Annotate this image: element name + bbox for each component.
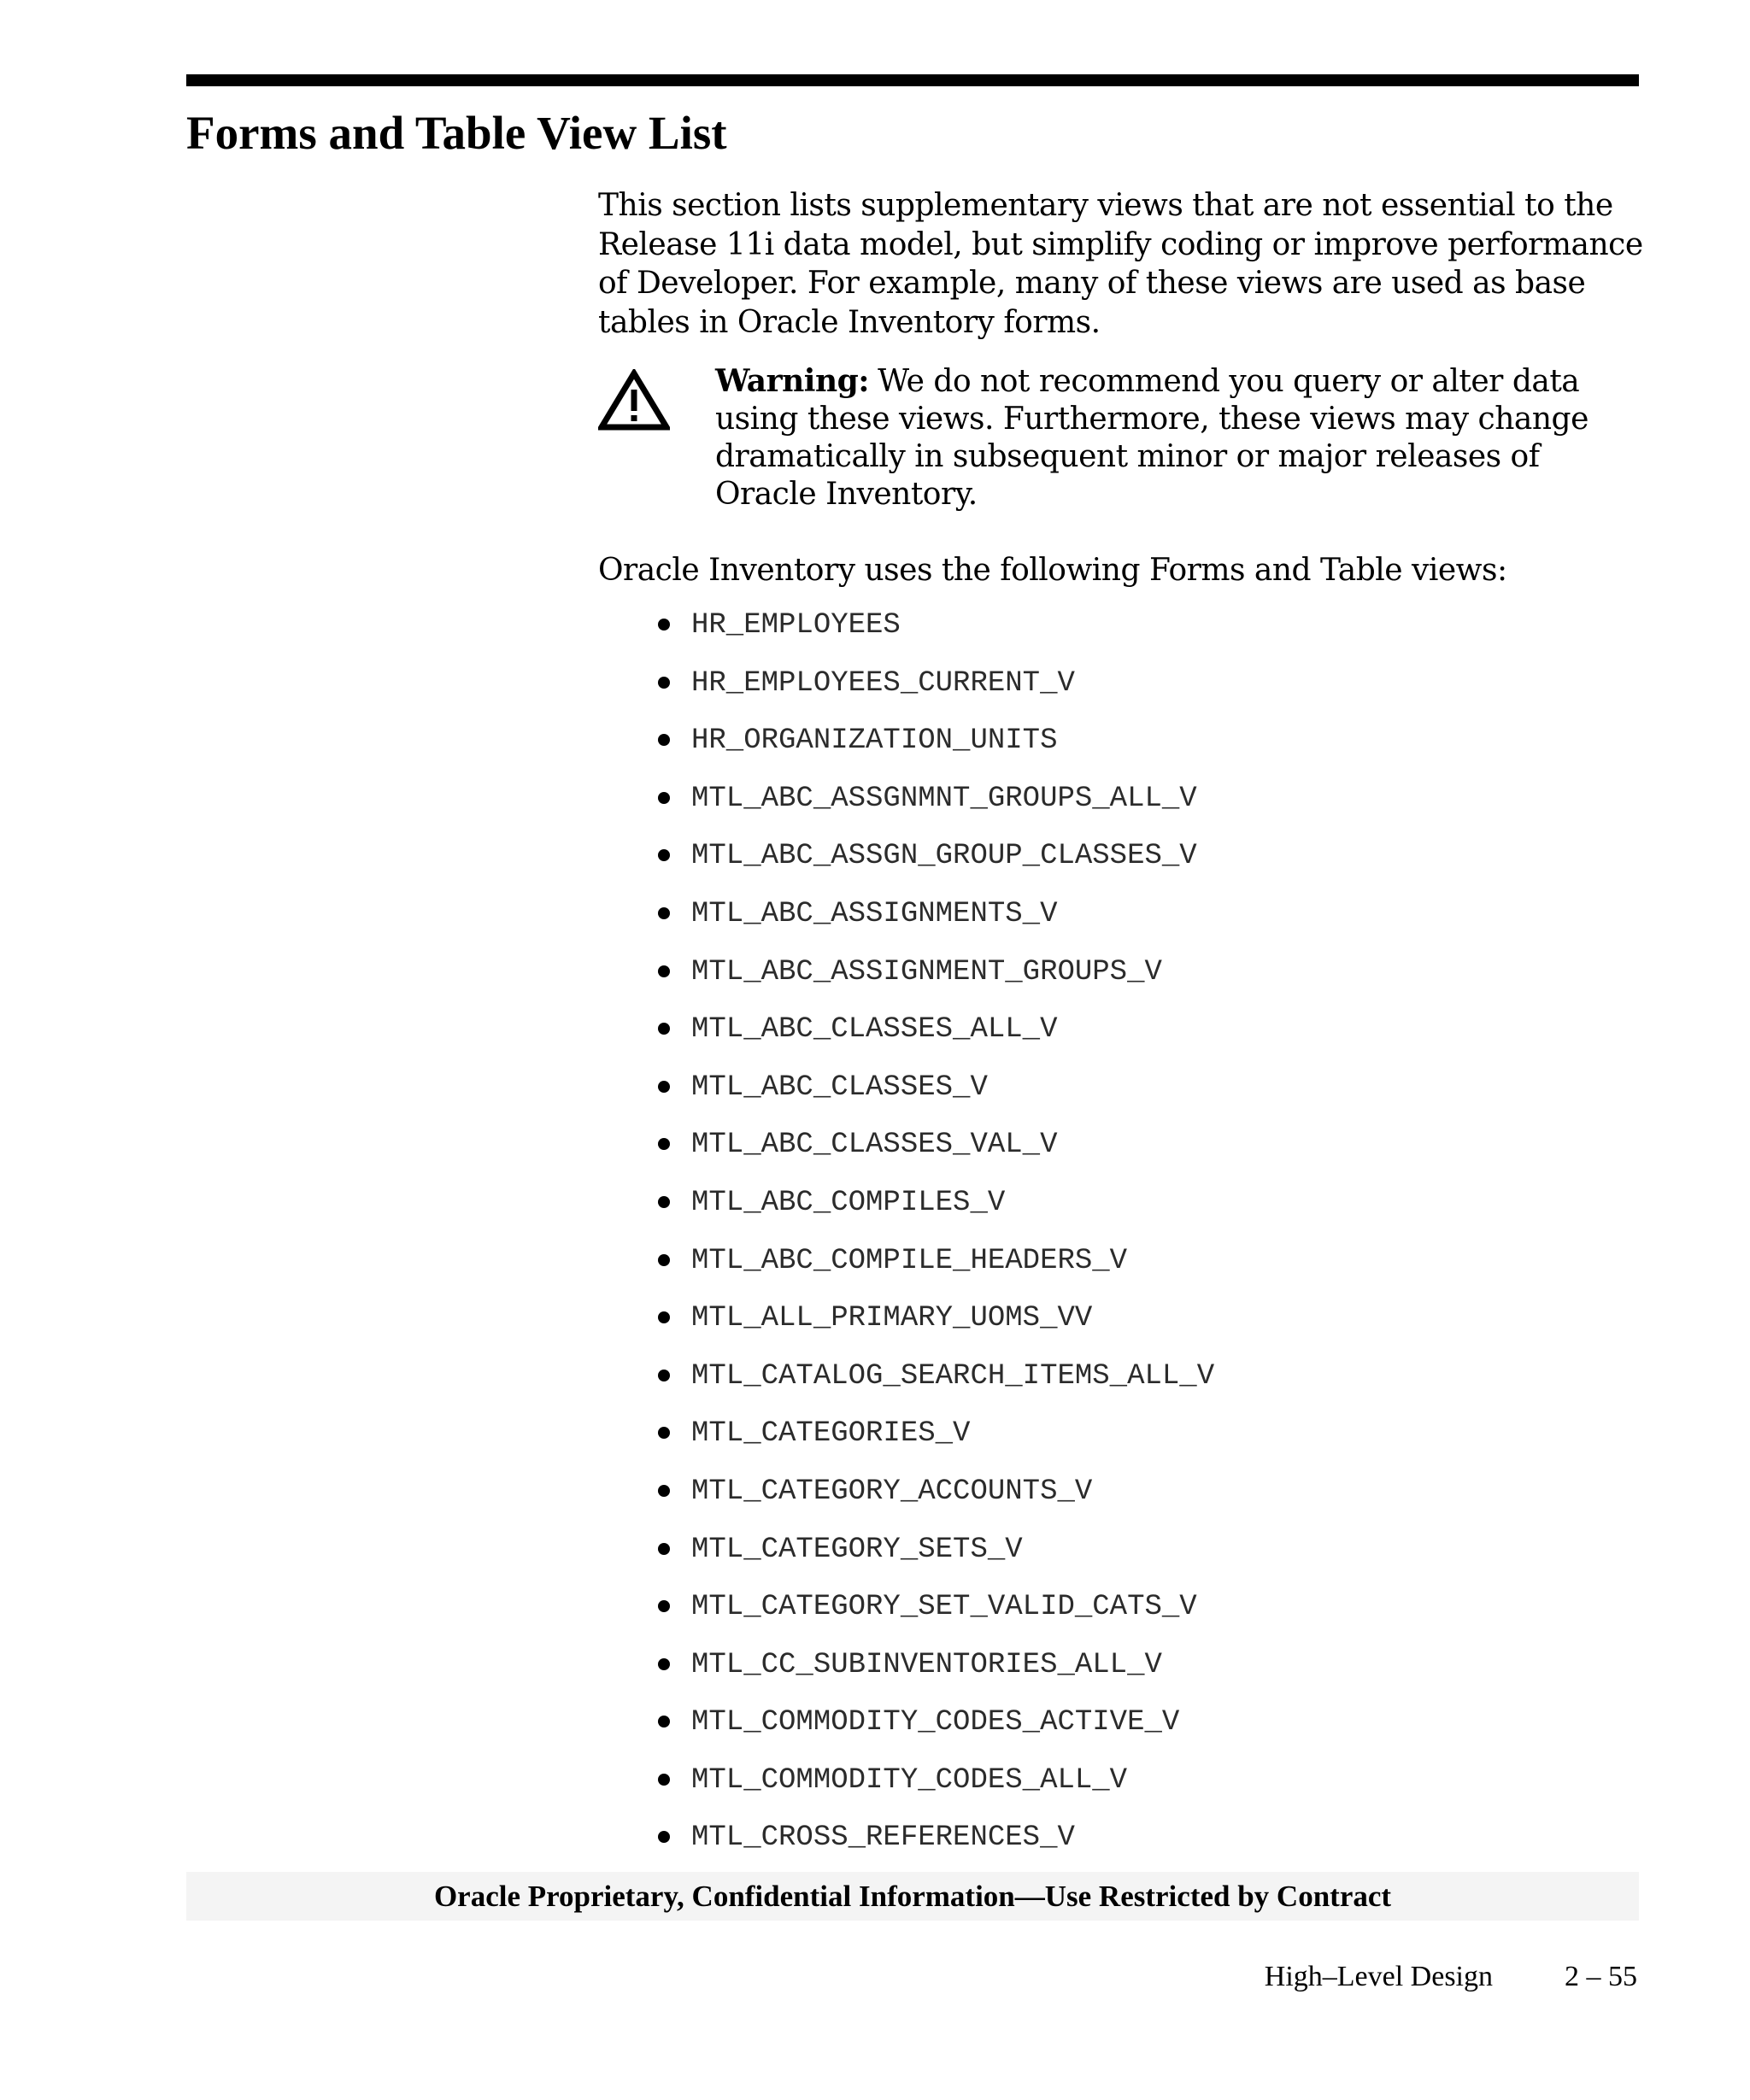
bullet-icon [658, 1831, 670, 1843]
view-list-item [598, 782, 1649, 840]
bullet-icon [658, 792, 670, 804]
view-name: MTL_ABC_CLASSES_ALL_V [691, 1013, 1058, 1047]
view-name: MTL_COMMODITY_CODES_ALL_V [691, 1763, 1128, 1797]
bullet-icon [658, 1138, 670, 1150]
view-list-item [598, 724, 1649, 782]
view-name: MTL_CROSS_REFERENCES_V [691, 1821, 1075, 1855]
view-list-item [598, 1417, 1649, 1475]
bullet-icon [658, 1600, 670, 1612]
bullet-icon [658, 734, 670, 746]
chapter-name: High–Level Design [1264, 1961, 1493, 1992]
view-name: MTL_CATEGORY_ACCOUNTS_V [691, 1475, 1093, 1508]
bullet-icon [658, 965, 670, 977]
bullet-icon [658, 907, 670, 919]
view-list-item [598, 1763, 1649, 1821]
bullet-icon [658, 1311, 670, 1323]
top-rule [186, 74, 1639, 86]
view-list-item [598, 1821, 1649, 1879]
bullet-icon [658, 1196, 670, 1208]
view-name: MTL_ABC_ASSGN_GROUP_CLASSES_V [691, 840, 1197, 873]
view-name: MTL_ALL_PRIMARY_UOMS_VV [691, 1302, 1093, 1335]
confidential-footer: Oracle Proprietary, Confidential Information––Use Restricted by Contract [186, 1872, 1639, 1921]
view-list-item [598, 666, 1649, 724]
view-list-item [598, 1648, 1649, 1706]
view-name: HR_ORGANIZATION_UNITS [691, 724, 1058, 758]
bullet-icon [658, 1370, 670, 1381]
page-number: 2 – 55 [1565, 1961, 1637, 1992]
view-list-item [598, 608, 1649, 666]
warning-text-block [715, 362, 1647, 513]
warning-body: We do not recommend you query or alter data using these views. Furthermore, these views may change dramatically in subsequent minor or major releases of Oracle Inventory. [715, 364, 1589, 512]
view-list-item [598, 1128, 1649, 1186]
bullet-icon [658, 1716, 670, 1728]
view-list-item [598, 1244, 1649, 1302]
warning-triangle-icon [598, 369, 670, 431]
view-list-item [598, 1705, 1649, 1763]
view-list-item [598, 1071, 1649, 1129]
bullet-icon [658, 1658, 670, 1670]
view-name: MTL_ABC_ASSGNMNT_GROUPS_ALL_V [691, 782, 1197, 815]
warning-note [598, 362, 1649, 537]
view-list-item [598, 955, 1649, 1013]
warning-label: Warning: [715, 363, 870, 399]
page-title: Forms and Table View List [186, 107, 727, 159]
view-name: MTL_CATEGORY_SETS_V [691, 1533, 1023, 1566]
bullet-icon [658, 849, 670, 861]
view-list-item [598, 1012, 1649, 1071]
view-list-item [598, 1301, 1649, 1359]
view-name: MTL_ABC_ASSIGNMENT_GROUPS_V [691, 955, 1162, 988]
view-list-item [598, 1590, 1649, 1648]
view-name: HR_EMPLOYEES [691, 609, 901, 642]
view-name: MTL_CATALOG_SEARCH_ITEMS_ALL_V [691, 1359, 1215, 1393]
view-name: MTL_ABC_COMPILES_V [691, 1186, 1006, 1219]
page-footer [1265, 1959, 1637, 1995]
intro-paragraph: This section lists supplementary views that are not essential to the Release 11i data model, but simplify coding or improve performance of Developer. For example, many of these views are used as base tables in Oracle Inventory forms. [598, 188, 1643, 340]
bullet-icon [658, 1081, 670, 1093]
view-name: MTL_ABC_COMPILE_HEADERS_V [691, 1244, 1128, 1277]
view-name: MTL_CC_SUBINVENTORIES_ALL_V [691, 1648, 1162, 1681]
bullet-icon [658, 1254, 670, 1266]
view-name: MTL_ABC_CLASSES_V [691, 1071, 988, 1104]
bullet-icon [658, 619, 670, 631]
bullet-icon [658, 1485, 670, 1497]
view-list-item [598, 1533, 1649, 1591]
view-name: MTL_CATEGORY_SET_VALID_CATS_V [691, 1591, 1197, 1624]
view-list-item [598, 897, 1649, 955]
view-list-item [598, 839, 1649, 897]
bullet-icon [658, 1543, 670, 1555]
view-name: MTL_COMMODITY_CODES_ACTIVE_V [691, 1706, 1180, 1739]
view-name: MTL_ABC_ASSIGNMENTS_V [691, 897, 1058, 930]
view-name: MTL_CATEGORIES_V [691, 1417, 971, 1451]
view-list-item [598, 1475, 1649, 1533]
list-lead: Oracle Inventory uses the following Forms and Table views: [598, 553, 1507, 588]
view-list-item [598, 1186, 1649, 1244]
view-list [598, 608, 1649, 1879]
view-name: MTL_ABC_CLASSES_VAL_V [691, 1129, 1058, 1162]
bullet-icon [658, 1427, 670, 1439]
section-content [598, 186, 1649, 1879]
bullet-icon [658, 1774, 670, 1786]
bullet-icon [658, 677, 670, 689]
view-list-item [598, 1359, 1649, 1417]
bullet-icon [658, 1023, 670, 1035]
view-name: HR_EMPLOYEES_CURRENT_V [691, 666, 1075, 700]
